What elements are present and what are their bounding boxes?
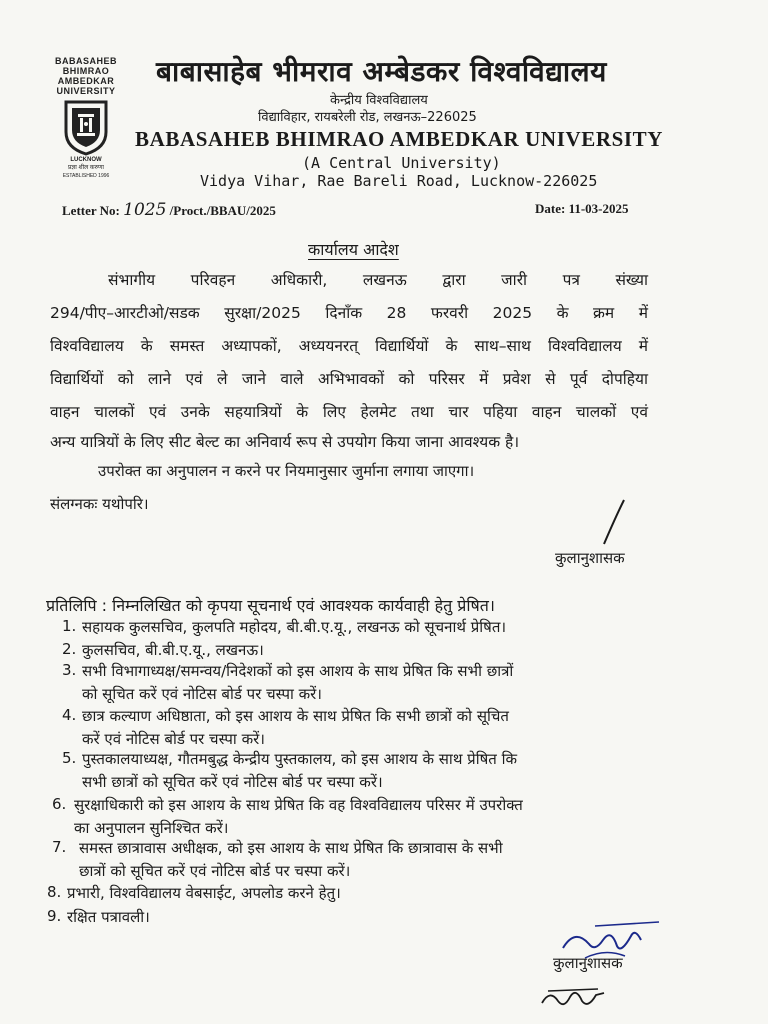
list-item-text: सुरक्षाधिकारी को इस आशय के साथ प्रेषित कि वह विश्वविद्यालय परिसर में उपरोक्त bbox=[74, 796, 523, 814]
body-line: अन्य यात्रियों के लिए सीट बेल्ट का अनिवार्य रूप से उपयोग किया जाना आवश्यक है। bbox=[50, 433, 520, 451]
list-item bbox=[62, 661, 513, 704]
body-line: विश्वविद्यालय के समस्त अध्यापकों, अध्ययनरत् विद्यार्थियों के साथ–साथ विश्वविद्यालय में bbox=[50, 337, 648, 355]
body-line: संभागीय परिवहन अधिकारी, लखनऊ द्वारा जारी पत्र संख्या bbox=[108, 271, 648, 289]
list-item-text: सभी छात्रों को सूचित करें एवं नोटिस बोर्ड पर चस्पा करें। bbox=[82, 773, 383, 791]
english-address: Vidya Vihar, Rae Bareli Road, Lucknow-226025 bbox=[200, 172, 598, 190]
list-item bbox=[52, 838, 503, 881]
logo-line-2: BHIMRAO bbox=[62, 66, 110, 76]
university-logo bbox=[46, 56, 126, 180]
list-item-number: 9. bbox=[47, 907, 62, 925]
list-item bbox=[52, 795, 523, 838]
list-item-number: 2. bbox=[62, 640, 77, 658]
list-item-number: 4. bbox=[62, 706, 77, 724]
signatory-title-2: कुलानुशासक bbox=[553, 954, 623, 972]
logo-motto: प्रज्ञा शील करुणा bbox=[68, 165, 104, 171]
list-item-text: छात्र कल्याण अधिष्ठाता, को इस आशय के साथ प्रेषित कि सभी छात्रों को सूचित bbox=[82, 707, 509, 725]
list-item bbox=[62, 706, 509, 749]
list-item-number: 5. bbox=[62, 749, 77, 767]
list-item bbox=[62, 749, 517, 792]
list-item-text: छात्रों को सूचित करें एवं नोटिस बोर्ड पर चस्पा करें। bbox=[79, 862, 351, 880]
list-item-number: 6. bbox=[52, 795, 67, 813]
letter-number-label: Letter No: bbox=[62, 203, 120, 218]
list-item bbox=[62, 617, 506, 637]
order-title: कार्यालय आदेश bbox=[308, 240, 399, 259]
hindi-university-name: बाबासाहेब भीमराव अम्बेडकर विश्वविद्यालय bbox=[156, 55, 607, 88]
list-item-text: को सूचित करें एवं नोटिस बोर्ड पर चस्पा करें। bbox=[82, 685, 322, 703]
list-item-text: सभी विभागाध्यक्ष/समन्वय/निदेशकों को इस आशय के साथ प्रेषित कि सभी छात्रों bbox=[82, 662, 514, 680]
list-item-text: समस्त छात्रावास अधीक्षक, को इस आशय के साथ प्रेषित कि छात्रावास के सभी bbox=[79, 839, 503, 857]
list-item bbox=[47, 907, 150, 927]
hindi-address: विद्याविहार, रायबरेली रोड, लखनऊ–226025 bbox=[258, 110, 477, 125]
list-item-number: 7. bbox=[52, 838, 67, 856]
list-item-text: पुस्तकालयाध्यक्ष, गौतमबुद्ध केन्द्रीय पुस्तकालय, को इस आशय के साथ प्रेषित कि bbox=[82, 750, 517, 768]
compliance-note: उपरोक्त का अनुपालन न करने पर नियमानुसार जुर्माना लगाया जाएगा। bbox=[98, 462, 475, 480]
list-item-text: सहायक कुलसचिव, कुलपति महोदय, बी.बी.ए.यू., लखनऊ को सूचनार्थ प्रेषित। bbox=[82, 618, 507, 636]
university-emblem-icon bbox=[58, 98, 114, 156]
body-line: वाहन चालकों एवं उनके सहयात्रियों के लिए हेलमेट तथा चार पहिया वाहन चालकों एवं bbox=[50, 403, 648, 421]
list-item bbox=[47, 883, 341, 903]
list-item-number: 3. bbox=[62, 661, 77, 679]
english-university-name: BABASAHEB BHIMRAO AMBEDKAR UNIVERSITY bbox=[135, 127, 664, 151]
list-item-number: 8. bbox=[47, 883, 62, 901]
logo-line-1: BABASAHEB bbox=[54, 56, 117, 66]
body-line: विद्यार्थियों को लाने एवं ले जाने वाले अभिभावकों को परिसर में प्रवेश से पूर्व दोपहिया bbox=[50, 370, 648, 388]
handwritten-initials-icon bbox=[538, 983, 608, 1013]
letter-date: Date: 11-03-2025 bbox=[535, 201, 629, 216]
list-item-text: रक्षित पत्रावली। bbox=[67, 908, 150, 926]
list-item bbox=[62, 640, 264, 660]
list-item-text: करें एवं नोटिस बोर्ड पर चस्पा करें। bbox=[82, 730, 265, 748]
logo-ring-text: LUCKNOW bbox=[70, 157, 102, 163]
body-line: 294/पीए–आरटीओ/सडक सुरक्षा/2025 दिनाँक 28 फरवरी 2025 के क्रम में bbox=[50, 304, 648, 322]
letter-number bbox=[62, 200, 276, 220]
signatory-title: कुलानुशासक bbox=[555, 549, 625, 567]
copy-heading: प्रतिलिपि : निम्नलिखित को कृपया सूचनार्थ एवं आवश्यक कार्यवाही हेतु प्रेषित। bbox=[46, 596, 495, 615]
list-item-text: कुलसचिव, बी.बी.ए.यू., लखनऊ। bbox=[82, 641, 264, 659]
letter-number-suffix: /Proct./BBAU/2025 bbox=[169, 203, 276, 218]
logo-line-3: AMBEDKAR bbox=[57, 76, 115, 86]
signature-stroke-icon bbox=[590, 498, 630, 550]
list-item-text: का अनुपालन सुनिश्चित करें। bbox=[74, 819, 229, 837]
logo-line-4: UNIVERSITY bbox=[56, 86, 116, 96]
english-subtitle: (A Central University) bbox=[302, 154, 501, 172]
list-item-text: प्रभारी, विश्वविद्यालय वेबसाईट, अपलोड करने हेतु। bbox=[67, 884, 341, 902]
list-item-number: 1. bbox=[62, 617, 77, 635]
enclosure-note: संलग्नकः यथोपरि। bbox=[50, 495, 149, 513]
logo-established: ESTABLISHED 1996 bbox=[62, 173, 110, 179]
hindi-subtitle: केन्द्रीय विश्वविद्यालय bbox=[330, 93, 428, 108]
letter-number-value: 1025 bbox=[123, 200, 167, 220]
